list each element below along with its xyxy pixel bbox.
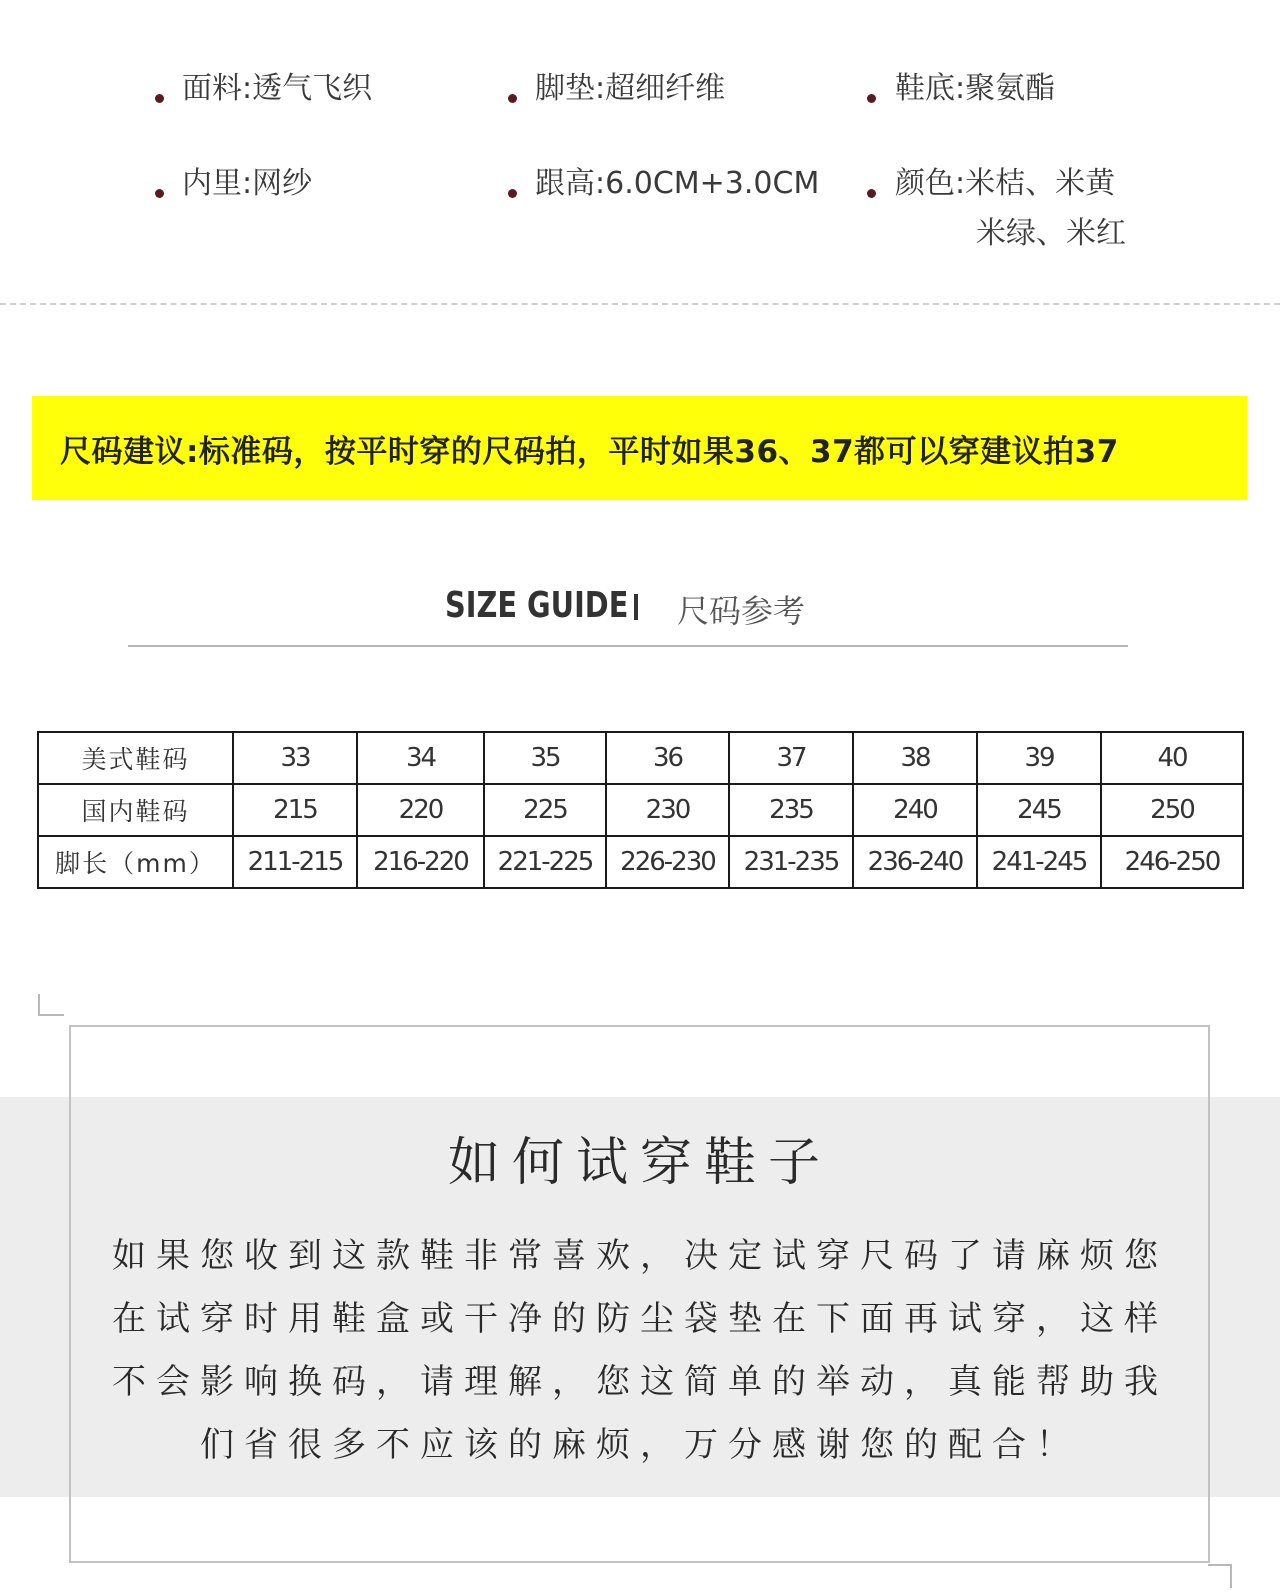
table-row [38, 784, 1243, 836]
table-row [38, 836, 1243, 888]
table-cell: 230 [606, 784, 729, 836]
table-cell: 246-250 [1101, 836, 1243, 888]
size-guide-title: SIZE GUIDE [445, 585, 629, 626]
table-row [38, 732, 1243, 784]
table-cell: 221-225 [484, 836, 606, 888]
spec-sole: 鞋底:聚氨酯 [895, 71, 1056, 106]
frame-corner-mark [1208, 1564, 1232, 1588]
dashed-divider [0, 303, 1280, 305]
table-cell: 215 [233, 784, 357, 836]
table-cell: 226-230 [606, 836, 729, 888]
spec-heel-height: 跟高:6.0CM+3.0CM [535, 166, 820, 201]
table-cell: 245 [977, 784, 1101, 836]
tips-line: 如果您收到这款鞋非常喜欢，决定试穿尺码了请麻烦您 [112, 1236, 1168, 1276]
size-guide-subtitle: 尺码参考 [677, 592, 806, 630]
bullet-icon [155, 94, 164, 103]
tips-line: 们省很多不应该的麻烦，万分感谢您的配合！ [200, 1425, 1080, 1465]
bullet-icon [508, 189, 517, 198]
table-cell: 36 [606, 732, 729, 784]
table-cell: 38 [853, 732, 977, 784]
size-advice-banner [32, 396, 1247, 500]
spec-colors: 颜色:米桔、米黄 [895, 166, 1116, 201]
table-cell: 40 [1101, 732, 1243, 784]
table-cell: 216-220 [357, 836, 484, 888]
table-cell: 235 [729, 784, 853, 836]
table-cell: 39 [977, 732, 1101, 784]
tips-line: 不会影响换码，请理解，您这简单的举动，真能帮助我 [112, 1362, 1168, 1402]
spec-insole: 脚垫:超细纤维 [535, 71, 726, 106]
spec-lining: 内里:网纱 [182, 166, 313, 201]
table-cell: 240 [853, 784, 977, 836]
table-cell: 37 [729, 732, 853, 784]
table-cell: 250 [1101, 784, 1243, 836]
tips-title: 如何试穿鞋子 [447, 1133, 832, 1193]
bullet-icon [155, 189, 164, 198]
table-cell: 35 [484, 732, 606, 784]
row-label: 美式鞋码 [38, 732, 233, 784]
bullet-icon [508, 94, 517, 103]
frame-corner-mark [38, 994, 64, 1016]
table-cell: 220 [357, 784, 484, 836]
tips-line: 在试穿时用鞋盒或干净的防尘袋垫在下面再试穿，这样 [112, 1299, 1168, 1339]
table-cell: 236-240 [853, 836, 977, 888]
guide-underline [128, 645, 1128, 647]
bullet-icon [867, 189, 876, 198]
table-cell: 33 [233, 732, 357, 784]
spec-material: 面料:透气飞织 [182, 71, 373, 106]
table-cell: 231-235 [729, 836, 853, 888]
table-cell: 211-215 [233, 836, 357, 888]
table-cell: 225 [484, 784, 606, 836]
title-divider [634, 594, 638, 620]
table-cell: 34 [357, 732, 484, 784]
row-label: 脚长（mm） [38, 836, 233, 888]
spec-colors-continued: 米绿、米红 [976, 216, 1126, 251]
size-table [37, 731, 1244, 889]
table-cell: 241-245 [977, 836, 1101, 888]
size-advice-text: 尺码建议:标准码，按平时穿的尺码拍，平时如果36、37都可以穿建议拍37 [60, 434, 1119, 470]
row-label: 国内鞋码 [38, 784, 233, 836]
bullet-icon [867, 94, 876, 103]
